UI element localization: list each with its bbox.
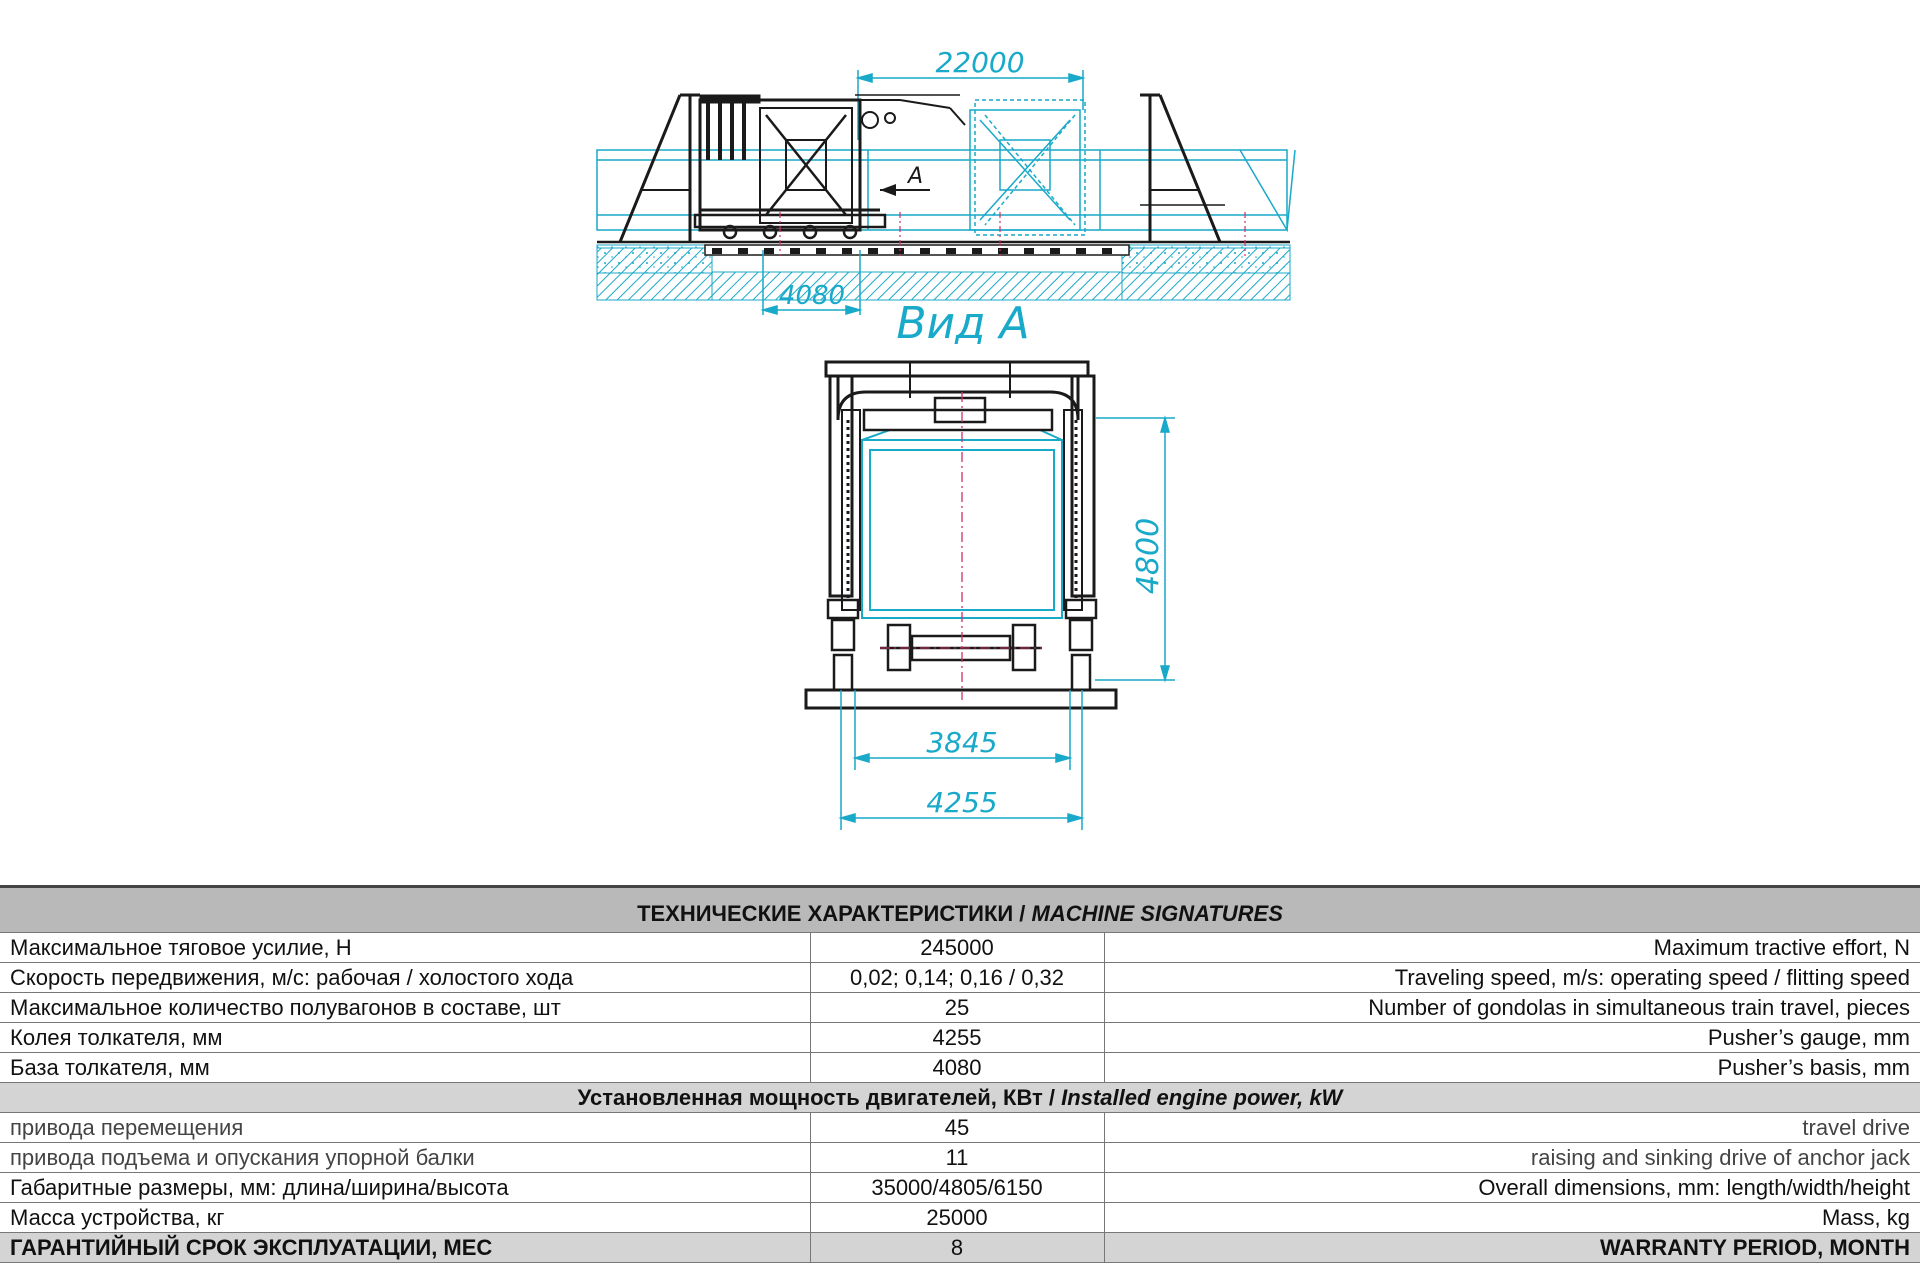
section-view-a bbox=[806, 362, 1175, 830]
view-arrow bbox=[880, 164, 930, 196]
foundation-pit bbox=[712, 272, 1122, 300]
warranty-label-ru: ГАРАНТИЙНЫЙ СРОК ЭКСПЛУАТАЦИИ, МЕС bbox=[0, 1233, 810, 1263]
left-end-frame bbox=[620, 95, 700, 242]
view-arrow-label: A bbox=[908, 164, 924, 189]
row-label-ru: Максимальное количество полувагонов в составе, шт bbox=[0, 993, 810, 1023]
row-label-en: Overall dimensions, mm: length/width/height bbox=[1104, 1173, 1920, 1203]
pusher-underframe bbox=[695, 215, 885, 238]
dim-length-label: 22000 bbox=[935, 46, 1025, 79]
row-label-ru: Максимальное тяговое усилие, Н bbox=[0, 933, 810, 963]
row-value: 0,02; 0,14; 0,16 / 0,32 bbox=[810, 963, 1104, 993]
row-value: 4255 bbox=[810, 1023, 1104, 1053]
row-label-en: Maximum tractive effort, N bbox=[1104, 933, 1920, 963]
row-value: 35000/4805/6150 bbox=[810, 1173, 1104, 1203]
row-value: 11 bbox=[810, 1143, 1104, 1173]
table-row bbox=[0, 1173, 1920, 1203]
portal-frame bbox=[826, 362, 1096, 690]
row-value: 25 bbox=[810, 993, 1104, 1023]
dim-base-label: 4080 bbox=[778, 281, 846, 311]
warranty-label-en: WARRANTY PERIOD, MONTH bbox=[1104, 1233, 1920, 1263]
table-title-ru: ТЕХНИЧЕСКИЕ ХАРАКТЕРИСТИКИ / bbox=[637, 901, 1032, 926]
warranty-row bbox=[0, 1233, 1920, 1263]
row-label-en: Mass, kg bbox=[1104, 1203, 1920, 1233]
table-header-row bbox=[0, 887, 1920, 933]
pusher-main-body bbox=[700, 95, 965, 230]
table-row bbox=[0, 1143, 1920, 1173]
row-value: 45 bbox=[810, 1113, 1104, 1143]
side-view bbox=[597, 46, 1295, 315]
table-row bbox=[0, 1023, 1920, 1053]
table-row bbox=[0, 1053, 1920, 1083]
row-label-ru: Скорость передвижения, м/с: рабочая / холостого хода bbox=[0, 963, 810, 993]
row-label-ru: привода перемещения bbox=[0, 1113, 810, 1143]
row-label-ru: привода подъема и опускания упорной балки bbox=[0, 1143, 810, 1173]
row-label-ru: Габаритные размеры, мм: длина/ширина/высота bbox=[0, 1173, 810, 1203]
row-label-en: Number of gondolas in simultaneous train travel, pieces bbox=[1104, 993, 1920, 1023]
table-row bbox=[0, 1203, 1920, 1233]
row-label-en: Pusher’s basis, mm bbox=[1104, 1053, 1920, 1083]
table-subheader bbox=[0, 1083, 1920, 1113]
table-row bbox=[0, 963, 1920, 993]
dim-gauge-label: 4255 bbox=[926, 786, 998, 819]
warranty-value: 8 bbox=[810, 1233, 1104, 1263]
table-row bbox=[0, 993, 1920, 1023]
dim-height-label: 4800 bbox=[1131, 517, 1166, 595]
row-label-en: Traveling speed, m/s: operating speed / flitting speed bbox=[1104, 963, 1920, 993]
view-title: Вид А bbox=[896, 298, 1030, 349]
table-subheader-row bbox=[0, 1083, 1920, 1113]
row-label-ru: База толкателя, мм bbox=[0, 1053, 810, 1083]
subheader-ru: Установленная мощность двигателей, КВт / bbox=[577, 1085, 1062, 1110]
row-value: 245000 bbox=[810, 933, 1104, 963]
right-end-frame bbox=[1140, 95, 1225, 242]
dim-inner-gauge-label: 3845 bbox=[926, 726, 998, 759]
table-title bbox=[0, 887, 1920, 933]
row-label-en: raising and sinking drive of anchor jack bbox=[1104, 1143, 1920, 1173]
table-title-en: MACHINE SIGNATURES bbox=[1031, 901, 1283, 926]
table-row bbox=[0, 1113, 1920, 1143]
specifications-table bbox=[0, 885, 1920, 1263]
row-label-en: travel drive bbox=[1104, 1113, 1920, 1143]
row-label-ru: Масса устройства, кг bbox=[0, 1203, 810, 1233]
row-label-en: Pusher’s gauge, mm bbox=[1104, 1023, 1920, 1053]
table-row bbox=[0, 933, 1920, 963]
subheader-en: Installed engine power, kW bbox=[1061, 1085, 1343, 1110]
row-value: 25000 bbox=[810, 1203, 1104, 1233]
row-value: 4080 bbox=[810, 1053, 1104, 1083]
row-label-ru: Колея толкателя, мм bbox=[0, 1023, 810, 1053]
